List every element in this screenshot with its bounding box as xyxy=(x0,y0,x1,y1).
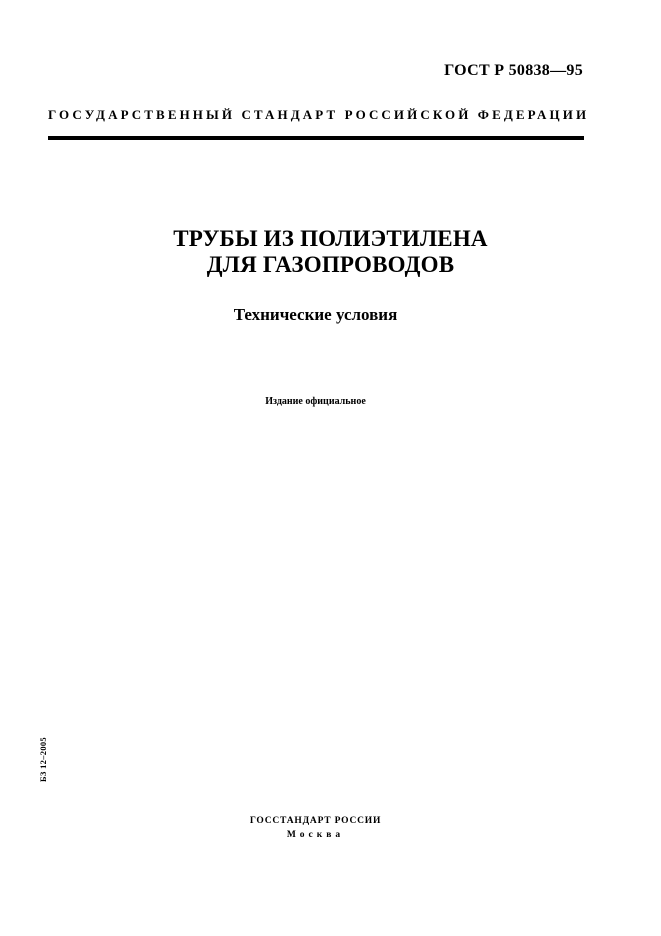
publisher-city: Москва xyxy=(286,830,345,840)
document-subtitle: Технические условия xyxy=(233,305,398,324)
title-line: ТРУБЫ ИЗ ПОЛИЭТИЛЕНА xyxy=(173,226,488,251)
publisher: ГОССТАНДАРТ РОССИИ xyxy=(249,816,382,826)
title-line: ДЛЯ ГАЗОПРОВОДОВ xyxy=(206,252,455,277)
side-code: БЗ 12–2005 xyxy=(38,737,48,782)
edition-label: Издание официальное xyxy=(265,396,366,407)
standard-header: ГОСУДАРСТВЕННЫЙ СТАНДАРТ РОССИЙСКОЙ ФЕДЕРАЦИИ xyxy=(48,107,590,122)
document-title xyxy=(0,226,661,278)
header-divider xyxy=(48,136,584,140)
document-number: ГОСТ Р 50838—95 xyxy=(444,62,583,79)
